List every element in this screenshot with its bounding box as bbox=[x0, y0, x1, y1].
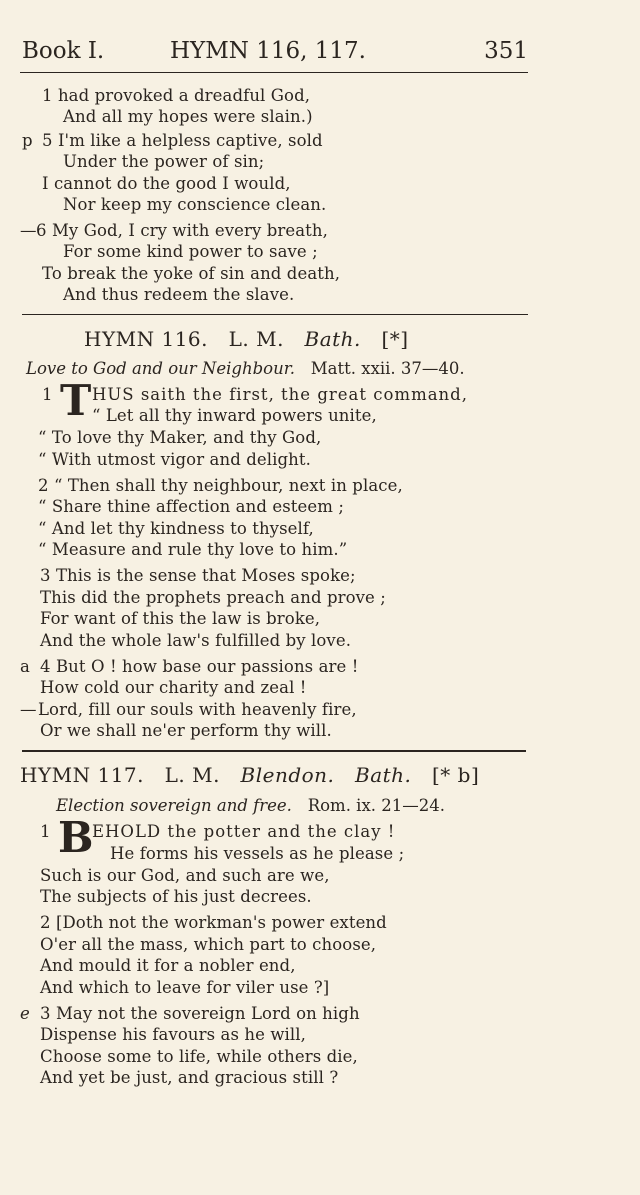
dynamic-mark: e bbox=[20, 1004, 30, 1023]
verse-line: And mould it for a nobler end, bbox=[40, 956, 296, 975]
verse-line: 6 My God, I cry with every breath, bbox=[36, 221, 328, 240]
verse-line: 2 “ Then shall thy neighbour, next in place, bbox=[38, 476, 403, 495]
header-hymn-title: HYMN 116, 117. bbox=[170, 38, 366, 64]
verse-line: For some kind power to save ; bbox=[63, 242, 318, 261]
verse-line: Lord, fill our souls with heavenly fire, bbox=[38, 700, 357, 719]
verse-line: 2 [Doth not the workman's power extend bbox=[40, 913, 387, 932]
hymn-tune: Bath. bbox=[355, 763, 412, 787]
verse-line: And the whole law's fulfilled by love. bbox=[40, 631, 352, 650]
hymn-meter: L. M. bbox=[164, 763, 220, 787]
verse-line: This did the prophets preach and prove ; bbox=[40, 588, 386, 607]
stanza-number: 1 bbox=[40, 822, 51, 841]
section-rule bbox=[22, 750, 526, 752]
stanza-number: 1 bbox=[42, 385, 53, 404]
hymn-tune: Blendon. bbox=[240, 763, 335, 787]
hymn-116-subtitle bbox=[26, 359, 465, 379]
verse-line: 4 But O ! how base our passions are ! bbox=[40, 657, 359, 676]
drop-cap: T bbox=[60, 376, 92, 425]
dynamic-mark: p bbox=[22, 131, 33, 150]
verse-line: “ Measure and rule thy love to him.” bbox=[38, 540, 348, 559]
verse-line: 5 I'm like a helpless captive, sold bbox=[42, 131, 323, 150]
verse-line: “ To love thy Maker, and thy God, bbox=[38, 428, 322, 447]
verse-line: 3 This is the sense that Moses spoke; bbox=[40, 566, 356, 585]
verse-line: 1 had provoked a dreadful God, bbox=[42, 86, 311, 105]
section-rule bbox=[22, 314, 528, 315]
verse-line: The subjects of his just decrees. bbox=[40, 887, 312, 906]
verse-line: 3 May not the sovereign Lord on high bbox=[40, 1004, 360, 1023]
verse-line: And thus redeem the slave. bbox=[63, 285, 295, 304]
header-book: Book I. bbox=[22, 38, 105, 64]
verse-line: He forms his vessels as he please ; bbox=[110, 844, 405, 863]
verse-line: For want of this the law is broke, bbox=[40, 609, 321, 628]
verse-line: O'er all the mass, which part to choose, bbox=[40, 935, 377, 954]
hymn-tune: Bath. bbox=[304, 327, 361, 351]
verse-line: I cannot do the good I would, bbox=[42, 174, 291, 193]
verse-line: Or we shall ne'er perform thy will. bbox=[40, 721, 332, 740]
verse-line: And which to leave for viler use ?] bbox=[40, 978, 330, 997]
header-page-number: 351 bbox=[484, 38, 528, 64]
verse-line: How cold our charity and zeal ! bbox=[40, 678, 307, 697]
verse-line: EHOLD the potter and the clay ! bbox=[92, 822, 396, 841]
verse-line: “ And let thy kindness to thyself, bbox=[38, 519, 314, 538]
drop-cap: B bbox=[58, 813, 94, 862]
verse-line: Nor keep my conscience clean. bbox=[63, 195, 327, 214]
scripture-reference: Rom. ix. 21—24. bbox=[307, 796, 445, 815]
verse-line: “ With utmost vigor and delight. bbox=[38, 450, 311, 469]
running-header bbox=[22, 38, 528, 70]
verse-line: And yet be just, and gracious still ? bbox=[40, 1068, 339, 1087]
verse-line: HUS saith the first, the great command, bbox=[92, 385, 468, 404]
header-rule bbox=[20, 72, 528, 73]
hymn-number: HYMN 117. bbox=[20, 763, 145, 787]
verse-line: “ Let all thy inward powers unite, bbox=[92, 406, 377, 425]
hymn-117-title bbox=[20, 762, 479, 788]
scripture-reference: Matt. xxii. 37—40. bbox=[310, 359, 465, 378]
verse-line: Choose some to life, while others die, bbox=[40, 1047, 358, 1066]
verse-line: Dispense his favours as he will, bbox=[40, 1025, 307, 1044]
verse-line: Under the power of sin; bbox=[63, 152, 265, 171]
verse-line: And all my hopes were slain.) bbox=[63, 107, 313, 126]
hymn-117-subtitle bbox=[56, 796, 445, 816]
subtitle-text: Love to God and our Neighbour. bbox=[26, 359, 296, 378]
hymn-mark: [* b] bbox=[431, 763, 480, 787]
hymn-meter: L. M. bbox=[228, 327, 284, 351]
verse-line: “ Share thine affection and esteem ; bbox=[38, 497, 344, 516]
hymn-number: HYMN 116. bbox=[84, 327, 209, 351]
subtitle-text: Election sovereign and free. bbox=[56, 796, 292, 815]
hymn-mark: [*] bbox=[381, 327, 409, 351]
dynamic-mark: a bbox=[20, 657, 30, 676]
dynamic-mark: — bbox=[20, 221, 37, 240]
hymn-116-title bbox=[84, 326, 409, 352]
dynamic-mark: — bbox=[20, 700, 37, 719]
verse-line: Such is our God, and such are we, bbox=[40, 866, 330, 885]
verse-line: To break the yoke of sin and death, bbox=[42, 264, 341, 283]
